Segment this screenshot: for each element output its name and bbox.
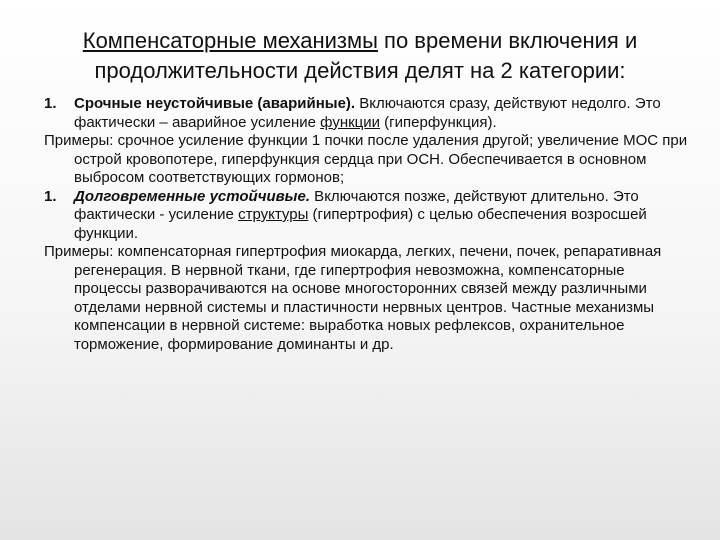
item-1-text-a: Включаются сразу, действуют недолго. Это фактически – аварийное усиление [74,95,661,131]
item-2-number: 1. [44,187,57,205]
slide-title [40,26,680,86]
item-1-number: 1. [44,95,57,112]
example-2: Примеры: компенсаторная гипертрофия миокарда, легких, печени, почек, репаративная регенерация. В нервной ткани, где гипертрофия невозможна, компенсаторные процессы разворачиваются на основе многосторонних связей между различными отделами нервной системы и пластичности нервных центров. Частные механизмы компенсации в нервной системе: выработка новых рефлексов, охранительное торможение, формирование доминанты и др. [44,243,662,353]
item-1 [44,95,694,132]
item-1-link[interactable]: функции [320,113,381,131]
example-1: Примеры: срочное усиление функции 1 почки после удаления другой; увеличение МОС при острой кровопотере, гиперфункция сердца при ОСН. Обеспечивается в основном выбросом соответствующих гормонов; [44,132,688,186]
item-2-link[interactable]: структуры [238,206,309,223]
title-rest-line1: по времени включения и [377,28,638,53]
item-1-text-b: (гиперфункция). [380,113,497,131]
item-2-text-a: Включаются позже, действуют длительно. Это фактически - усиление [74,187,639,223]
title-underlined: Компенсаторные механизмы [82,28,378,53]
item-2-heading: Долговременные устойчивые. [74,187,311,205]
title-line2: продолжительности действия делят на 2 категории: [94,58,626,83]
item-2-text-b: (гипертрофия) с целью обеспечения возросшей функции. [74,206,647,242]
item-1-heading: Срочные неустойчивые (аварийные). [74,95,356,112]
item-2 [44,188,694,244]
slide-content [44,95,694,354]
